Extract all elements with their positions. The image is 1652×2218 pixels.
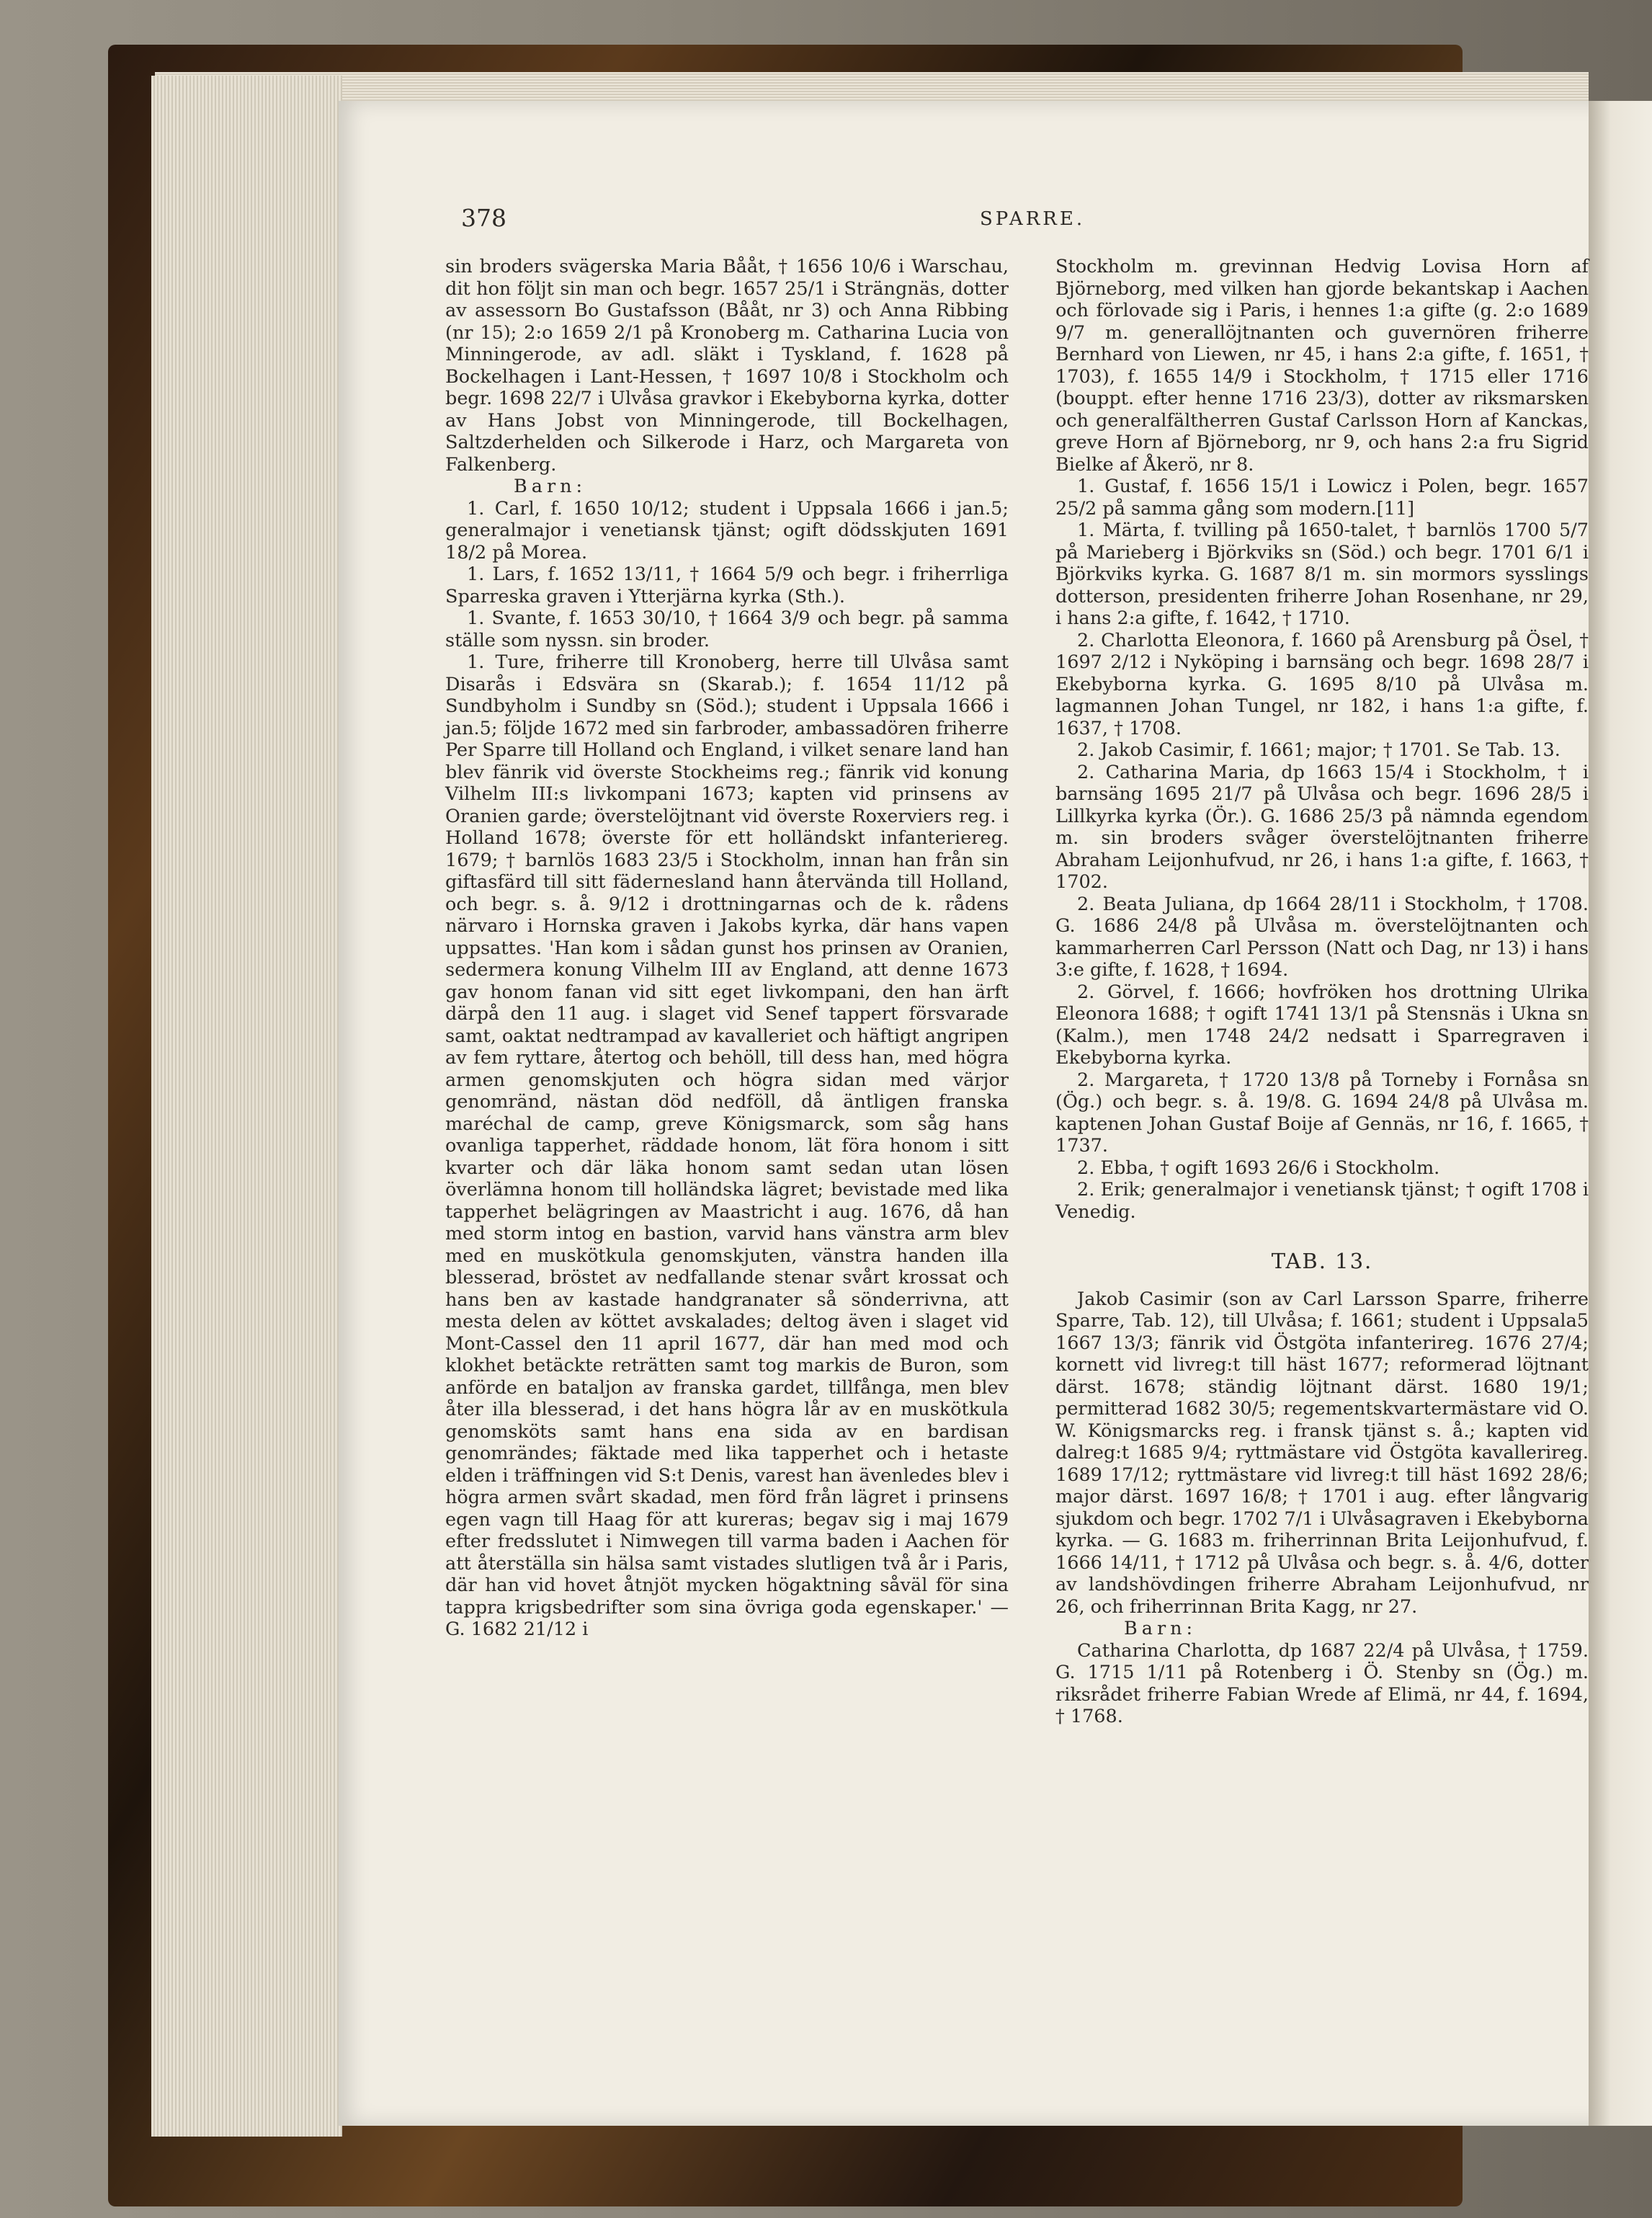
running-head: SPARRE. bbox=[980, 208, 1086, 230]
paragraph: 1. Gustaf, f. 1656 15/1 i Lowicz i Polen, begr. 1657 25/2 på samma gång som modern.[11] bbox=[1055, 476, 1589, 520]
paragraph: 2. Catharina Maria, dp 1663 15/4 i Stockholm, † i barnsäng 1695 21/7 på Ulvåsa och begr. 1696 28/5 i Lillkyrka kyrka (Ör.). G. 1686 25/3 på nämnda egendom m. sin broders svåger överstelöjtnanten friherre Abraham Leijonhufvud, nr 26, i hans 1:a gifte, f. 1663, † 1702. bbox=[1055, 761, 1589, 893]
right-column bbox=[1055, 256, 1589, 1728]
paragraph: 2. Jakob Casimir, f. 1661; major; † 1701. Se Tab. 13. bbox=[1077, 739, 1561, 761]
paragraph: 2. Beata Juliana, dp 1664 28/11 i Stockholm, † 1708. G. 1686 24/8 på Ulvåsa m. överstelöjtnanten och kammarherren Carl Persson (Natt och Dag, nr 13) i hans 3:e gifte, f. 1628, † 1694. bbox=[1055, 893, 1589, 981]
paragraph: 2. Margareta, † 1720 13/8 på Torneby i Fornåsa sn (Ög.) och begr. s. å. 19/8. G. 1694 24/8 på Ulvåsa m. kaptenen Johan Gustaf Boije af Gennäs, nr 16, f. 1665, † 1737. bbox=[1055, 1069, 1589, 1157]
children-heading: Barn: bbox=[514, 476, 587, 497]
page-number: 378 bbox=[461, 204, 506, 232]
paragraph: 2. Charlotta Eleonora, f. 1660 på Arensburg på Ösel, † 1697 2/12 i Nyköping i barnsäng och begr. 1698 28/7 i Ekebyborna kyrka. G. 1695 8/10 på Ulvåsa m. lagmannen Johan Tungel, nr 182, i hans 1:a gifte, f. 1637, † 1708. bbox=[1055, 629, 1589, 739]
page-stack-top bbox=[155, 72, 1589, 101]
paragraph: 2. Erik; generalmajor i venetiansk tjänst; † ogift 1708 i Venedig. bbox=[1055, 1179, 1589, 1223]
table-heading: TAB. 13. bbox=[1271, 1249, 1373, 1273]
left-column bbox=[445, 256, 1009, 1641]
paragraph: Jakob Casimir (son av Carl Larsson Sparre, friherre Sparre, Tab. 12), till Ulvåsa; f. 1661; student i Uppsala5 1667 13/3; fänrik vid Östgöta infanterireg. 1676 27/4; kornett vid livreg:t till häst 1677; reformerad löjtnant därst. 1678; ständig löjtnant därst. 1680 19/1; permitterad 1682 30/5; regementskvartermästare vid O. W. Königsmarcks reg. i fransk tjänst s. å.; kapten vid dalreg:t 1685 9/4; ryttmästare vid Östgöta kavallerireg. 1689 17/12; ryttmästare vid livreg:t till häst 1692 28/6; major därst. 1697 16/8; † 1701 i aug. efter långvarig sjukdom och begr. 1702 7/1 i Ulvåsagraven i Ekebyborna kyrka. — G. 1683 m. friherrinnan Brita Leijonhufvud, f. 1666 14/11, † 1712 på Ulvåsa och begr. s. å. 4/6, dotter av landshövdingen friherre Abraham Leijonhufvud, nr 26, och friherrinnan Brita Kagg, nr 27. bbox=[1055, 1288, 1589, 1618]
paragraph: Stockholm m. grevinnan Hedvig Lovisa Horn af Björneborg, med vilken han gjorde bekantskap i Aachen och förlovade sig i Paris, i hennes 1:a gifte (g. 2:o 1689 9/7 m. generallöjtnanten och guvernören friherre Bernhard von Liewen, nr 45, i hans 2:a gifte, f. 1651, † 1703), f. 1655 14/9 i Stockholm, † 1715 eller 1716 (bouppt. efter henne 1716 23/3), dotter av riksmarsken och generalfältherren Gustaf Carlsson Horn af Kanckas, greve Horn af Björneborg, nr 9, och hans 2:a fru Sigrid Bielke af Åkerö, nr 8. bbox=[1055, 256, 1589, 476]
page-stack-edges bbox=[151, 76, 342, 2137]
paragraph: Catharina Charlotta, dp 1687 22/4 på Ulvåsa, † 1759. G. 1715 1/11 på Rotenberg i Ö. Stenby sn (Ög.) m. riksrådet friherre Fabian Wrede af Elimä, nr 44, f. 1694, † 1768. bbox=[1055, 1639, 1589, 1727]
paragraph: 1. Carl, f. 1650 10/12; student i Uppsala 1666 i jan.5; generalmajor i venetiansk tjänst; ogift dödsskjuten 1691 18/2 på Morea. bbox=[445, 497, 1009, 564]
paragraph: 1. Lars, f. 1652 13/11, † 1664 5/9 och begr. i friherrliga Sparreska graven i Ytterjärna kyrka (Sth.). bbox=[445, 564, 1009, 607]
paragraph: 2. Ebba, † ogift 1693 26/6 i Stockholm. bbox=[1077, 1157, 1440, 1179]
paragraph: 1. Märta, f. tvilling på 1650-talet, † barnlös 1700 5/7 på Marieberg i Björkviks sn (Söd.) och begr. 1701 6/1 i Björkviks kyrka. G. 1687 8/1 m. sin mormors sysslings dotterson, presidenten friherre Johan Rosenhane, nr 29, i hans 2:a gifte, f. 1642, † 1710. bbox=[1055, 520, 1589, 629]
paragraph: 1. Svante, f. 1653 30/10, † 1664 3/9 och begr. på samma ställe som nyssn. sin broder. bbox=[445, 607, 1009, 651]
paragraph: sin broders svägerska Maria Bååt, † 1656 10/6 i Warschau, dit hon följt sin man och begr. 1657 25/1 i Strängnäs, dotter av assessorn Bo Gustafsson (Bååt, nr 3) och Anna Ribbing (nr 15); 2:o 1659 2/1 på Kronoberg m. Catharina Lucia von Minningerode, av adl. släkt i Tyskland, f. 1628 på Bockelhagen i Lant-Hessen, † 1697 10/8 i Stockholm och begr. 1698 22/7 i Ulvåsa gravkor i Ekebyborna kyrka, dotter av Hans Jobst von Minningerode, till Bockelhagen, Saltzderhelden och Silkerode i Harz, och Margareta von Falkenberg. bbox=[445, 256, 1009, 476]
facing-page-edge bbox=[1589, 101, 1652, 2126]
page-header bbox=[461, 204, 1599, 240]
paragraph: 1. Ture, friherre till Kronoberg, herre till Ulvåsa samt Disarås i Edsvära sn (Skarab.); f. 1654 11/12 på Sundbyholm i Sundby sn (Söd.); student i Uppsala 1666 i jan.5; följde 1672 med sin farbroder, ambassadören friherre Per Sparre till Holland och England, i vilket senare land han blev fänrik vid överste Stockheims reg.; fänrik vid konung Vilhelm III:s livkompani 1673; kapten vid prinsens av Oranien garde; överstelöjtnant vid överste Roxerviers reg. i Holland 1678; överste för ett holländskt infanteriereg. 1679; † barnlös 1683 23/5 i Stockholm, innan han från sin giftasfärd till sitt fädernesland hann återvända till Holland, och begr. s. å. 9/12 i drottningarnas och de k. rådens närvaro i Hornska graven i Jakobs kyrka, där hans vapen uppsattes. 'Han kom i sådan gunst hos prinsen av Oranien, sedermera konung Vilhelm III av England, att denne 1673 gav honom fanan vid sitt eget livkompani, den han ärft därpå den 11 aug. i slaget vid Senef tappert försvarade samt, oaktat nedtrampad av kavalleriet och häftigt angripen av fem ryttare, återtog och behöll, till dess han, med högra armen genomskjuten och högra sidan med värjor genomränd, nästan död nedföll, då äntligen franska maréchal de camp, greve Königsmarck, som såg hans ovanliga tapperhet, räddade honom, lät föra honom i sitt kvarter och där läka honom samt sedan utan lösen överlämna honom till holländska lägret; bevistade med lika tapperhet belägringen av Maastricht i aug. 1676, då han med storm intog en bastion, varvid hans vänstra arm blev med en muskötkula genomskjuten, vänstra handen illa blesserad, bröstet av nedfallande stenar svårt krossat och hans ben av kastade handgranater så sönderrivna, att mesta delen av köttet avskalades; deltog även i slaget vid Mont-Cassel den 11 april 1677, där han med mod och klokhet betäckte reträtten samt tog markis de Buron, som anförde en bataljon av franska gardet, tillfånga, men blev åter illa blesserad, i det hans högra lår av en muskötkula genomsköts samt hans ena sida av en bardisan genomrändes; fäktade med lika tapperhet och i hetaste elden i träffningen vid S:t Denis, varest han ävenledes blev i högra armen svårt skadad, men förd från lägret i prinsens egen vagn till Haag för att kureras; begav sig i maj 1679 efter fredsslutet i Nimwegen till varma baden i Aachen för att återställa sin hälsa samt vistades slutligen två år i Paris, där han vid hovet åtnjöt mycken högaktning såväl för sina tappra krigsbedrifter som sina övriga goda egenskaper.' — G. 1682 21/12 i bbox=[445, 651, 1009, 1640]
paragraph: 2. Görvel, f. 1666; hovfröken hos drottning Ulrika Eleonora 1688; † ogift 1741 13/1 på Stensnäs i Ukna sn (Kalm.), men 1748 24/2 nedsatt i Sparregraven i Ekebyborna kyrka. bbox=[1055, 981, 1589, 1069]
children-heading: Barn: bbox=[1124, 1618, 1197, 1639]
